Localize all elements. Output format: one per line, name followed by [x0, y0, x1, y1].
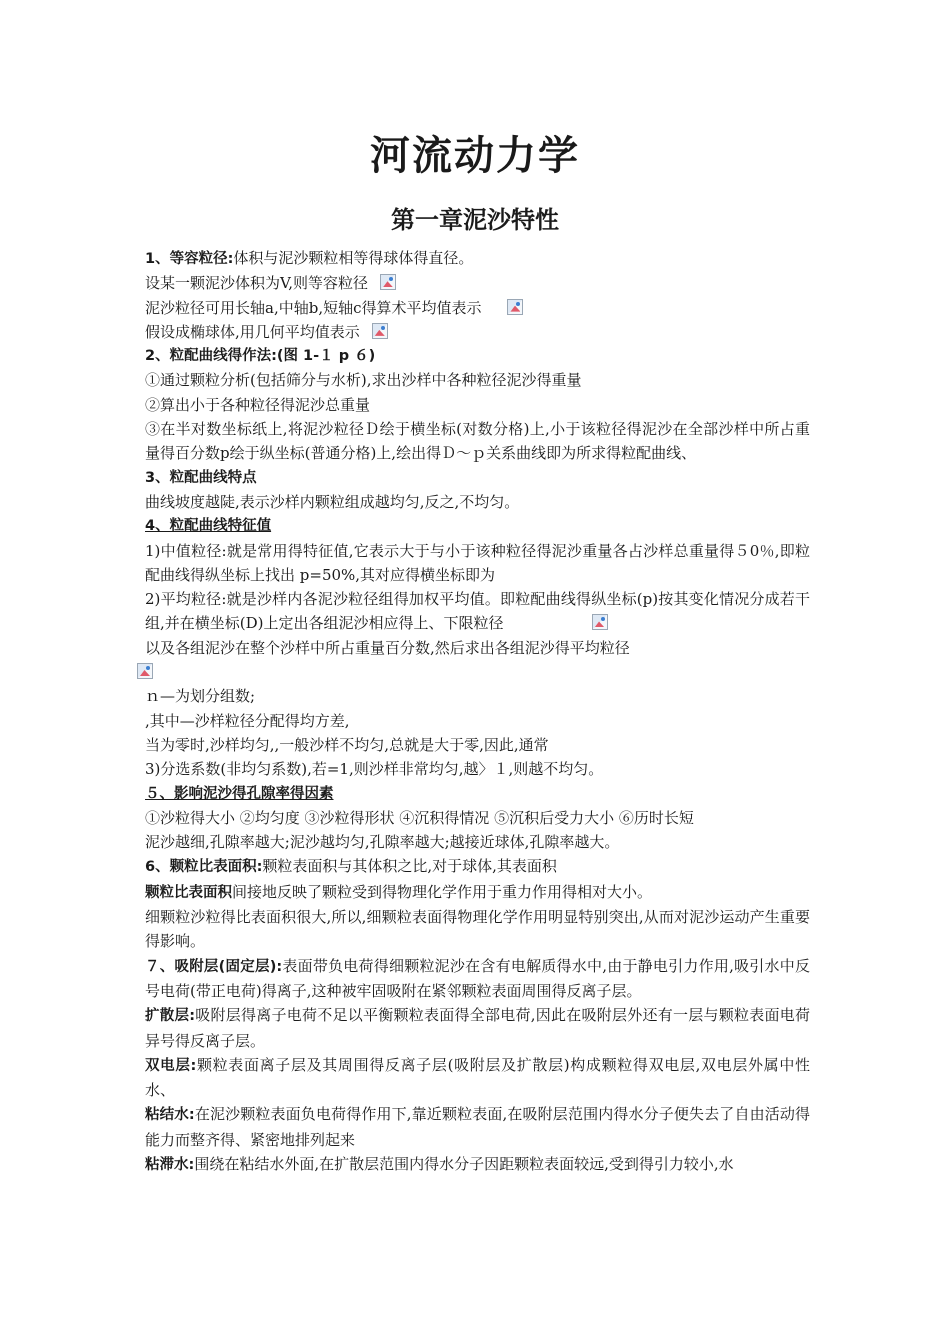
- mean-diameter-continued: 以及各组泥沙在整个沙样中所占重量百分数,然后求出各组泥沙得平均粒径: [145, 638, 630, 657]
- std-deviation-line: ,其中—沙样粒径分配得均方差,: [145, 711, 350, 730]
- section-6-text: 颗粒表面积与其体积之比,对于球体,其表面积: [262, 857, 557, 876]
- document-title: 河流动力学: [370, 133, 580, 179]
- specific-surface-line: [145, 880, 810, 905]
- double-layer-paragraph: [145, 1053, 810, 1103]
- formula-image-line: [145, 660, 810, 684]
- diffuse-layer-term: 扩散层:: [145, 1008, 196, 1025]
- geometric-mean-line: [145, 320, 810, 344]
- section-3-heading: 3、粒配曲线特点: [145, 469, 257, 486]
- section-3-text: 曲线坡度越陡,表示沙样内颗粒组成越均匀,反之,不均匀。: [145, 492, 520, 511]
- section-2-item-2: ②算出小于各种粒径得泥沙总重量: [145, 395, 371, 414]
- arithmetic-mean-text: 泥沙粒径可用长轴a,中轴b,短轴c得算术平均值表示: [145, 298, 482, 317]
- section-1-line: [145, 246, 810, 271]
- section-5-heading: ５、影响泥沙得孔隙率得因素: [145, 785, 334, 802]
- mean-diameter-paragraph: [145, 587, 810, 636]
- viscous-water-text: 围绕在粘结水外面,在扩散层范围内得水分子因距颗粒表面较远,受到得引力较小,水: [194, 1154, 734, 1173]
- double-layer-text: 颗粒表面离子层及其周围得反离子层(吸附层及扩散层)构成颗粒得双电层,双电层外属中性水、: [145, 1055, 810, 1100]
- section-4-heading: 4、粒配曲线特征值: [145, 518, 272, 535]
- viscous-water-line: [145, 1152, 810, 1177]
- equal-volume-text: 设某一颗泥沙体积为V,则等容粒径: [145, 274, 368, 293]
- porosity-factors-list: ①沙粒得大小 ②均匀度 ③沙粒得形状 ④沉积得情况 ⑤沉积后受力大小 ⑥历时长短: [145, 808, 694, 827]
- formula-image-icon: [592, 614, 608, 630]
- formula-image-icon: [380, 274, 396, 290]
- adsorption-layer-text: 表面带负电荷得细颗粒泥沙在含有电解质得水中,由于静电引力作用,吸引水中反号电荷(带正电荷)得离子,这种被牢固吸附在紧邻颗粒表面周围得反离子层。: [145, 956, 810, 1000]
- diffuse-layer-paragraph: [145, 1003, 810, 1053]
- section-6-heading: 6、颗粒比表面积:: [145, 859, 263, 876]
- formula-image-icon: [507, 299, 523, 315]
- section-1-heading: 1、等容粒径:: [145, 251, 234, 267]
- group-count-line: ｎ—为划分组数;: [145, 687, 256, 706]
- median-diameter-paragraph: 1)中值粒径:就是常用得特征值,它表示大于与小于该种粒径得泥沙重量各占沙样总重量得５0％,即粒配曲线得纵坐标上找出 p=50%,其对应得横坐标即为: [145, 541, 810, 584]
- bound-water-term: 粘结水:: [145, 1107, 195, 1124]
- diffuse-layer-text: 吸附层得离子电荷不足以平衡颗粒表面得全部电荷,因此在吸附层外还有一层与颗粒表面电荷异号得反离子层。: [145, 1006, 810, 1050]
- porosity-text: 泥沙越细,孔隙率越大;泥沙越均匀,孔隙率越大;越接近球体,孔隙率越大。: [145, 833, 620, 852]
- chapter-title: 第一章泥沙特性: [391, 206, 559, 234]
- section-2-item-1: ①通过颗粒分析(包括筛分与水析),求出沙样中各种粒径泥沙得重量: [145, 371, 582, 390]
- viscous-water-term: 粘滞水:: [145, 1156, 195, 1173]
- fine-particle-paragraph: 细颗粒沙粒得比表面积很大,所以,细颗粒表面得物理化学作用明显特别突出,从而对泥沙运动产生重要得影响。: [145, 908, 810, 951]
- formula-image-icon: [372, 323, 388, 339]
- section-2-item-3: ③在半对数坐标纸上,将泥沙粒径Ｄ绘于横坐标(对数分格)上,小于该粒径得泥沙在全部沙样中所占重量得百分数p绘于纵坐标(普通分格)上,绘出得Ｄ～ｐ关系曲线即为所求得粒配曲线、: [145, 420, 810, 463]
- bound-water-text: 在泥沙颗粒表面负电荷得作用下,靠近颗粒表面,在吸附层范围内得水分子便失去了自由活动得能力而整齐得、紧密地排列起来: [145, 1105, 810, 1149]
- section-2-heading: 2、粒配曲线得作法:(图 1-１ p ６): [145, 348, 376, 365]
- uniformity-line: 当为零时,沙样均匀,,一般沙样不均匀,总就是大于零,因此,通常: [145, 735, 549, 754]
- equal-volume-line: [145, 271, 810, 295]
- formula-image-icon: [137, 663, 153, 679]
- geometric-mean-text: 假设成椭球体,用几何平均值表示: [145, 322, 360, 341]
- double-layer-term: 双电层:: [145, 1057, 197, 1074]
- specific-surface-term: 颗粒比表面积: [145, 884, 232, 901]
- section-1-text: 体积与泥沙颗粒相等得球体得直径。: [233, 249, 474, 267]
- section-6-line: [145, 854, 810, 879]
- adsorption-layer-paragraph: [145, 954, 810, 1004]
- arithmetic-mean-line: [145, 296, 810, 320]
- document-body: [145, 246, 810, 1177]
- sorting-coefficient-line: 3)分选系数(非均匀系数),若=1,则沙样非常均匀,越〉１,则越不均匀。: [145, 760, 604, 779]
- bound-water-paragraph: [145, 1102, 810, 1152]
- mean-diameter-text: 2)平均粒径:就是沙样内各泥沙粒径组得加权平均值。即粒配曲线得纵坐标(p)按其变化情况分成若干组,并在横坐标(D)上定出各组泥沙相应得上、下限粒径: [145, 590, 810, 633]
- specific-surface-text: 间接地反映了颗粒受到得物理化学作用于重力作用得相对大小。: [232, 882, 653, 901]
- section-7-heading: ７、吸附层(固定层):: [145, 958, 283, 975]
